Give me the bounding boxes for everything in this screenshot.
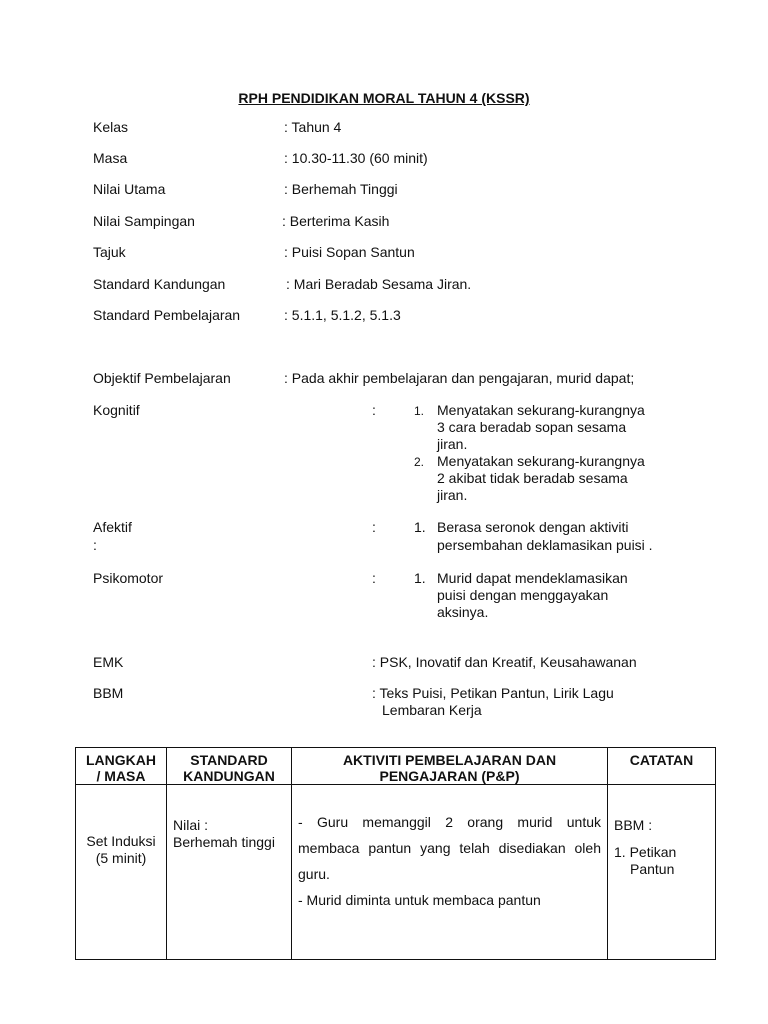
header-standard-line1: STANDARD <box>190 752 268 768</box>
bbm-value: : Teks Puisi, Petikan Pantun, Lirik Lagu <box>372 685 614 701</box>
afektif-label-colon: : <box>93 537 97 553</box>
bbm-value-line2: Lembaran Kerja <box>382 702 482 718</box>
cell-langkah <box>76 785 167 960</box>
aktiviti-item: - Murid diminta untuk membaca pantun <box>298 892 541 908</box>
kognitif-item-line: Menyatakan sekurang-kurangnya <box>437 402 645 418</box>
standard-pembelajaran-label: Standard Pembelajaran <box>93 307 241 323</box>
standard-line1: Nilai : <box>173 817 209 833</box>
emk-value: : PSK, Inovatif dan Kreatif, Keusahawanan <box>372 654 637 670</box>
kelas-label: Kelas <box>93 119 129 135</box>
kognitif-label: Kognitif <box>93 402 140 418</box>
afektif-item-number: 1. <box>414 519 426 535</box>
standard-kandungan-value: : Mari Beradab Sesama Jiran. <box>286 276 472 292</box>
kognitif-item-line: jiran. <box>437 436 468 452</box>
bbm-label: BBM <box>93 685 124 701</box>
psikomotor-label: Psikomotor <box>93 570 164 586</box>
header-langkah-line1: LANGKAH <box>86 752 156 768</box>
psikomotor-item-line: puisi dengan menggayakan <box>437 587 609 603</box>
tajuk-label: Tajuk <box>93 244 126 260</box>
masa-label: Masa <box>93 150 128 166</box>
afektif-item-line: Berasa seronok dengan aktiviti <box>437 519 629 535</box>
psikomotor-item-number: 1. <box>414 570 426 586</box>
lesson-plan-table <box>75 747 716 960</box>
kognitif-item-line: 3 cara beradab sopan sesama <box>437 419 627 435</box>
kelas-value: : Tahun 4 <box>284 119 342 135</box>
cell-aktiviti <box>292 785 608 960</box>
afektif-item-line: persembahan deklamasikan puisi . <box>437 537 653 553</box>
cell-standard <box>167 785 292 960</box>
catatan-line2: 1. Petikan <box>614 844 677 860</box>
standard-kandungan-label: Standard Kandungan <box>93 276 226 292</box>
catatan-line3: Pantun <box>630 861 675 877</box>
header-langkah-line2: / MASA <box>96 768 146 784</box>
header-aktiviti-line2: PENGAJARAN (P&P) <box>379 768 520 784</box>
masa-value: : 10.30-11.30 (60 minit) <box>284 150 428 166</box>
tajuk-value: : Puisi Sopan Santun <box>284 244 415 260</box>
standard-line2: Berhemah tinggi <box>173 834 275 850</box>
catatan-line1: BBM : <box>614 817 653 833</box>
nilai-sampingan-label: Nilai Sampingan <box>93 213 195 229</box>
emk-label: EMK <box>93 654 124 670</box>
header-standard <box>167 748 292 785</box>
header-aktiviti-line1: AKTIVITI PEMBELAJARAN DAN <box>342 752 557 768</box>
langkah-line1: Set Induksi <box>86 833 156 849</box>
nilai-sampingan-value: : Berterima Kasih <box>282 213 390 229</box>
objektif-label: Objektif Pembelajaran <box>93 370 231 386</box>
aktiviti-item: - Guru memanggil 2 orang murid untuk membaca pantun yang telah disediakan oleh guru. <box>298 814 601 882</box>
kognitif-item-line: jiran. <box>437 487 468 503</box>
psikomotor-item-line: aksinya. <box>437 604 489 620</box>
nilai-utama-value: : Berhemah Tinggi <box>284 181 398 197</box>
psikomotor-item-line: Murid dapat mendeklamasikan <box>437 570 628 586</box>
document-title: RPH PENDIDIKAN MORAL TAHUN 4 (KSSR) <box>238 90 530 106</box>
psikomotor-colon: : <box>372 570 376 586</box>
standard-pembelajaran-value: : 5.1.1, 5.1.2, 5.1.3 <box>284 307 401 323</box>
table-row <box>76 785 716 960</box>
nilai-utama-label: Nilai Utama <box>93 181 166 197</box>
afektif-colon: : <box>372 519 376 535</box>
kognitif-item-number: 1. <box>414 404 425 418</box>
kognitif-item-line: Menyatakan sekurang-kurangnya <box>437 453 645 469</box>
langkah-line2: (5 minit) <box>95 850 147 866</box>
kognitif-item-line: 2 akibat tidak beradab sesama <box>437 470 628 486</box>
cell-catatan <box>608 785 716 960</box>
kognitif-item-number: 2. <box>414 455 425 469</box>
header-standard-line2: KANDUNGAN <box>183 768 275 784</box>
afektif-label: Afektif <box>93 519 132 535</box>
header-catatan <box>608 748 716 785</box>
kognitif-colon: : <box>372 402 376 418</box>
objektif-value: : Pada akhir pembelajaran dan pengajaran, murid dapat; <box>284 370 635 386</box>
header-aktiviti <box>292 748 608 785</box>
header-langkah <box>76 748 167 785</box>
header-catatan-text: CATATAN <box>629 752 694 768</box>
table-header-row <box>76 748 716 785</box>
